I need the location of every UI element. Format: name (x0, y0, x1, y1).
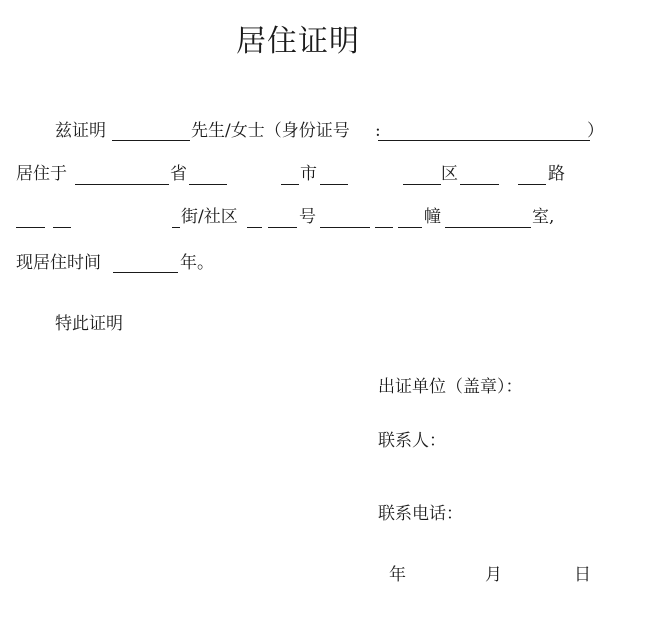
years-suffix: 年。 (180, 253, 214, 273)
building-blank-c[interactable] (398, 227, 422, 228)
id-colon: : (375, 121, 381, 141)
province-blank[interactable] (75, 184, 169, 185)
page-title: 居住证明 (236, 24, 360, 59)
district-label: 区 (441, 164, 458, 184)
road-blank-a[interactable] (460, 184, 499, 185)
street-community-label: 街/社区 (181, 207, 238, 227)
street-blank-c[interactable] (172, 227, 180, 228)
building-blank-a[interactable] (320, 227, 370, 228)
reside-label: 居住于 (16, 164, 67, 184)
issuer-label: 出证单位（盖章）： (378, 377, 523, 397)
province-label: 省 (170, 164, 187, 184)
room-blank[interactable] (445, 227, 531, 228)
date-month-label: 月 (485, 565, 502, 585)
street-blank-b[interactable] (53, 227, 71, 228)
road-label: 路 (548, 164, 565, 184)
residence-years-blank[interactable] (113, 272, 178, 273)
number-label: 号 (299, 207, 316, 227)
room-label: 室, (532, 207, 555, 227)
city-label: 市 (300, 164, 317, 184)
road-blank-b[interactable] (518, 184, 546, 185)
contact-phone-label: 联系电话： (378, 504, 463, 524)
number-blank-a[interactable] (247, 227, 262, 228)
honorific-label: 先生/女士（身份证号 (191, 121, 350, 141)
building-label: 幢 (424, 207, 441, 227)
name-blank[interactable] (112, 140, 190, 141)
city-tail-blank[interactable] (320, 184, 348, 185)
building-blank-b[interactable] (375, 227, 393, 228)
district-blank[interactable] (403, 184, 441, 185)
contact-person-label: 联系人： (378, 431, 446, 451)
close-paren: ） (587, 121, 604, 141)
province-tail-blank[interactable] (189, 184, 227, 185)
id-number-blank[interactable] (378, 140, 590, 141)
date-year-label: 年 (389, 565, 406, 585)
certify-text: 特此证明 (55, 314, 123, 334)
street-blank-a[interactable] (16, 227, 45, 228)
date-day-label: 日 (574, 565, 591, 585)
number-blank-b[interactable] (268, 227, 297, 228)
intro-label: 兹证明 (55, 121, 106, 141)
city-blank[interactable] (281, 184, 299, 185)
residence-time-label: 现居住时间 (16, 253, 101, 273)
